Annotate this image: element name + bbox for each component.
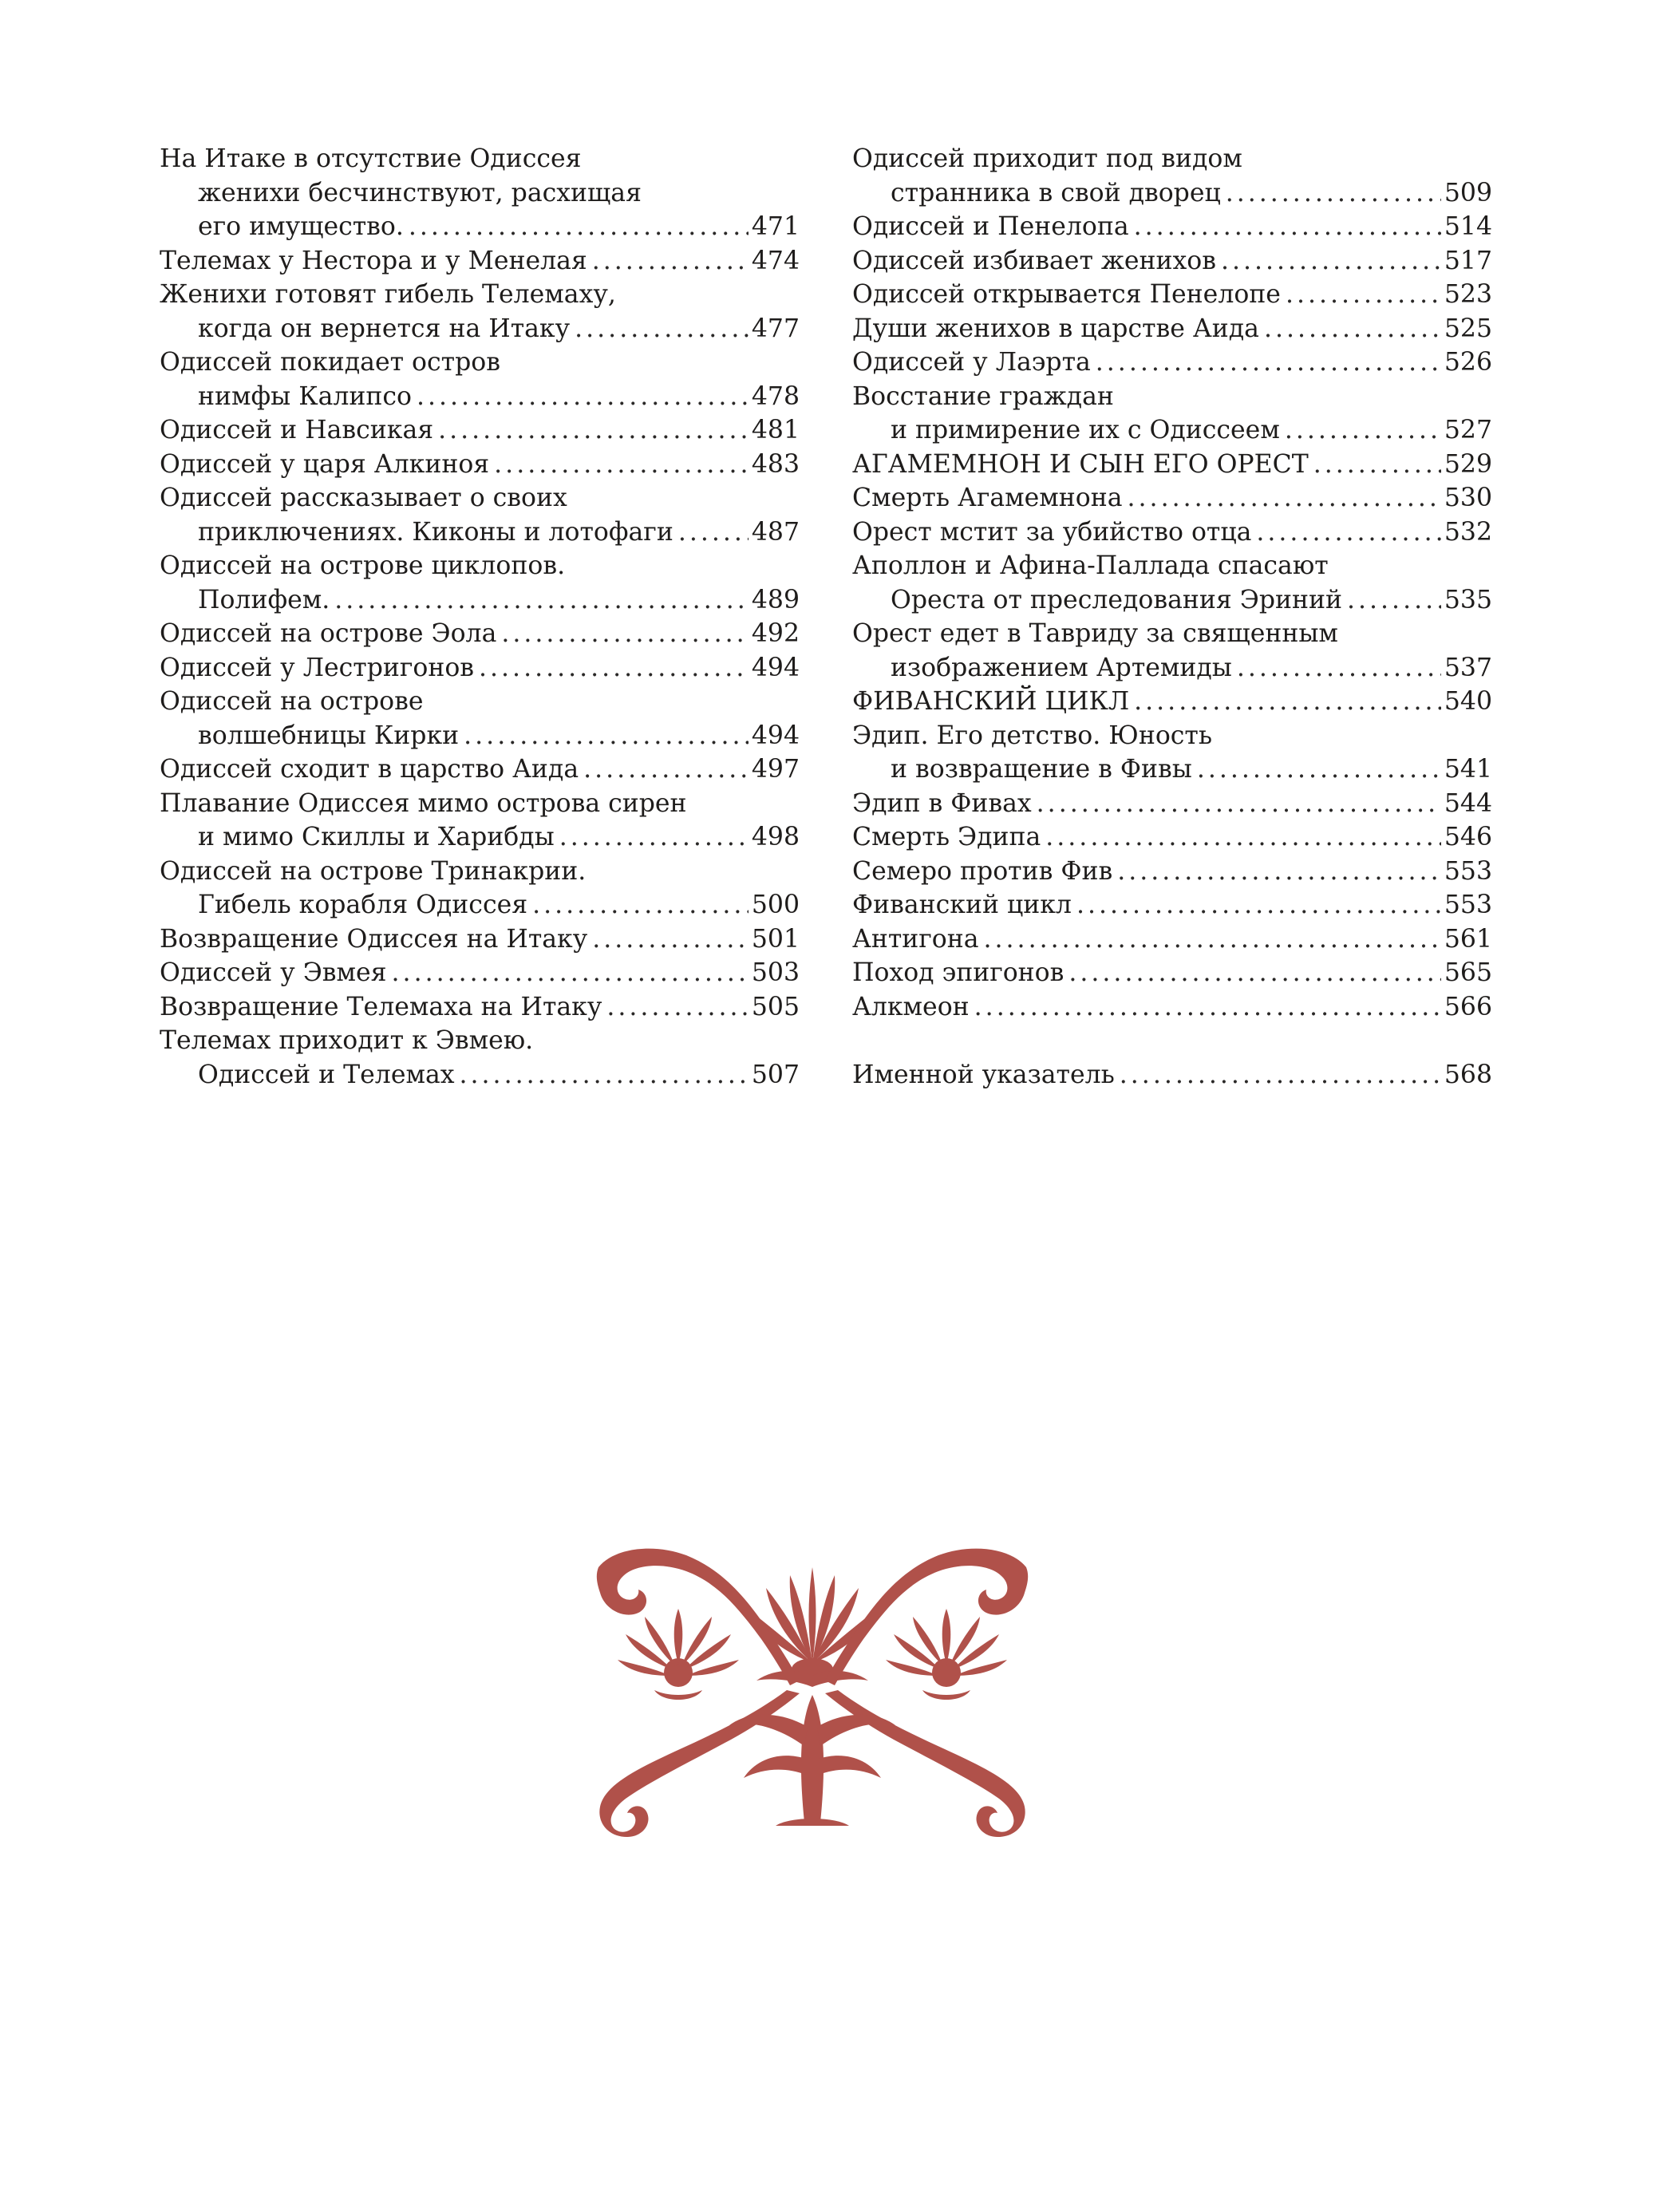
toc-entry-title: приключениях. Киконы и лотофаги xyxy=(198,517,673,547)
toc-entry-last-line xyxy=(852,481,1492,515)
toc-entry-last-line xyxy=(852,176,1492,211)
toc-entry xyxy=(852,820,1492,855)
toc-entry xyxy=(852,278,1492,312)
toc-entry-title: Одиссей и Пенелопа xyxy=(852,212,1129,241)
toc-entry-title: Фиванский цикл xyxy=(852,891,1072,919)
toc-entry-title-line: Одиссей на острове Тринакрии. xyxy=(160,856,587,886)
toc-entry-title: волшебницы Кирки xyxy=(198,721,460,750)
toc-entry-title-line: Одиссей на острове циклопов. xyxy=(160,551,566,580)
toc-page-number: 537 xyxy=(1444,653,1492,682)
toc-entry-title-line: Восстание граждан xyxy=(852,381,1114,411)
toc-entry-last-line xyxy=(852,210,1492,244)
toc-entry xyxy=(160,922,800,957)
toc-entry xyxy=(160,752,800,787)
toc-entry-title: нимфы Калипсо xyxy=(198,381,412,411)
toc-page-number: 492 xyxy=(751,619,800,648)
toc-entry xyxy=(852,617,1492,685)
toc-entry-last-line xyxy=(852,685,1492,719)
toc-entry xyxy=(852,990,1492,1025)
toc-entry-title-line: Орест едет в Тавриду за священным xyxy=(852,619,1338,648)
dot-leader xyxy=(438,413,749,448)
toc-entry xyxy=(160,855,800,922)
toc-entry-title: Одиссей открывается Пенелопе xyxy=(852,280,1281,309)
toc-entry-last-line xyxy=(160,651,800,685)
toc-entry-last-line xyxy=(852,1058,1492,1092)
toc-entry-title: и мимо Скиллы и Харибды xyxy=(198,823,555,851)
toc-entry xyxy=(852,210,1492,244)
toc-entry xyxy=(160,244,800,278)
toc-entry-title: Алкмеон xyxy=(852,992,970,1021)
toc-entry-title-line: Одиссей на острове xyxy=(160,687,424,716)
toc-entry-title: Телемах у Нестора и у Менелая xyxy=(160,246,587,275)
toc-page-number: 474 xyxy=(751,246,800,275)
toc-entry-title: Одиссей у царя Алкиноя xyxy=(160,449,490,479)
toc-page-number: 541 xyxy=(1444,755,1492,784)
toc-entry xyxy=(160,142,800,244)
toc-entry xyxy=(160,413,800,448)
dot-leader xyxy=(464,719,749,753)
toc-page-number: 553 xyxy=(1444,891,1492,919)
toc-right-column xyxy=(852,142,1492,1092)
toc-entry-title-line: Телемах приходит к Эвмею. xyxy=(160,1026,534,1055)
toc-entry xyxy=(852,719,1492,787)
toc-entry-last-line xyxy=(160,752,800,787)
toc-entry-title: Души женихов в царстве Аида xyxy=(852,314,1259,343)
toc-entry xyxy=(160,685,800,752)
toc-entry-title: Одиссей и Навсикая xyxy=(160,416,434,444)
toc-page-number: 481 xyxy=(751,416,800,444)
toc-entry xyxy=(852,549,1492,617)
toc-page-number: 527 xyxy=(1444,416,1492,444)
toc-entry xyxy=(160,549,800,617)
toc-entry-last-line xyxy=(852,312,1492,346)
toc-entry-title-line: Одиссей приходит под видом xyxy=(852,144,1242,173)
toc-entry-title: Ореста от преследования Эриний xyxy=(891,585,1342,614)
toc-entry-title: Одиссей избивает женихов xyxy=(852,246,1216,275)
toc-page-number: 507 xyxy=(751,1060,800,1089)
toc-page-number: 532 xyxy=(1444,517,1492,547)
toc-entry-last-line xyxy=(852,651,1492,685)
dot-leader xyxy=(494,448,749,482)
toc-entry xyxy=(160,617,800,651)
dot-leader xyxy=(1068,956,1441,990)
dot-leader xyxy=(606,990,749,1025)
toc-entry-title-line: Плавание Одиссея мимо острова сирен xyxy=(160,788,687,818)
dot-leader xyxy=(1045,820,1441,855)
toc-entry-title: и возвращение в Фивы xyxy=(891,755,1192,784)
dot-leader xyxy=(974,990,1441,1025)
dot-leader xyxy=(1313,448,1441,482)
toc-entry-title: Орест мстит за убийство отца xyxy=(852,517,1252,547)
toc-page-number: 471 xyxy=(751,212,800,241)
toc-entry-title: Одиссей сходит в царство Аида xyxy=(160,755,579,784)
toc-page-number: 523 xyxy=(1444,280,1492,309)
toc-entry-title: Одиссей у Лаэрта xyxy=(852,348,1091,377)
toc-entry-title-line: Эдип. Его детство. Юность xyxy=(852,721,1213,750)
toc-page-number: 503 xyxy=(751,958,800,987)
toc-page-number: 529 xyxy=(1444,449,1492,479)
toc-page-number: 565 xyxy=(1444,958,1492,987)
toc-entry-last-line xyxy=(160,1058,800,1092)
dot-leader xyxy=(460,1058,749,1092)
toc-entry-last-line xyxy=(160,990,800,1025)
toc-entry-last-line xyxy=(852,515,1492,550)
toc-entry-last-line xyxy=(160,956,800,990)
toc-entry xyxy=(852,312,1492,346)
toc-entry xyxy=(160,1024,800,1092)
toc-entry-title: Возвращение Одиссея на Итаку xyxy=(160,924,588,954)
toc-entry-title: странника в свой дворец xyxy=(891,178,1221,207)
dot-leader xyxy=(1237,651,1441,685)
toc-entry-title: Эдип в Фивах xyxy=(852,788,1032,818)
toc-entry-title: АГАМЕМНОН И СЫН ЕГО ОРЕСТ xyxy=(852,449,1309,479)
toc-entry-title-line: Женихи готовят гибель Телемаху, xyxy=(160,280,616,309)
dot-leader xyxy=(501,617,749,651)
dot-leader xyxy=(559,820,749,855)
toc-entry-title: изображением Артемиды xyxy=(891,653,1232,682)
toc-page-number: 530 xyxy=(1444,484,1492,512)
toc-page-number: 501 xyxy=(751,924,800,954)
toc-entry xyxy=(852,244,1492,278)
toc-entry-title-line: Одиссей покидает остров xyxy=(160,348,500,377)
toc-entry-title: Полифем. xyxy=(198,585,330,614)
dot-leader xyxy=(678,515,749,550)
toc-entry-last-line xyxy=(852,244,1492,278)
dot-leader xyxy=(1285,413,1441,448)
toc-entry xyxy=(852,448,1492,482)
toc-entry xyxy=(852,142,1492,210)
toc-entry-title: Смерть Эдипа xyxy=(852,823,1041,851)
dot-leader xyxy=(334,583,749,618)
toc-entry-last-line xyxy=(160,210,800,244)
toc-entry-last-line xyxy=(852,752,1492,787)
toc-entry-last-line xyxy=(852,787,1492,821)
dot-leader xyxy=(592,244,749,278)
toc-entry-title-line: На Итаке в отсутствие Одиссея xyxy=(160,144,582,173)
toc-page-number: 561 xyxy=(1444,924,1492,954)
toc-page-number: 568 xyxy=(1444,1060,1492,1089)
dot-leader xyxy=(1117,855,1441,889)
dot-leader xyxy=(1128,481,1441,515)
toc-page-number: 553 xyxy=(1444,856,1492,886)
toc-entry-title: Гибель корабля Одиссея xyxy=(198,891,528,919)
dot-leader xyxy=(592,922,749,957)
toc-entry-last-line xyxy=(160,820,800,855)
toc-page-number: 494 xyxy=(751,721,800,750)
toc-entry xyxy=(852,787,1492,821)
toc-page-number: 478 xyxy=(751,381,800,411)
dot-leader xyxy=(1096,346,1441,380)
toc-entry xyxy=(160,448,800,482)
toc-entry xyxy=(160,278,800,346)
toc-page-number: 535 xyxy=(1444,585,1492,614)
toc-entry xyxy=(852,380,1492,448)
toc-page-number: 497 xyxy=(751,755,800,784)
dot-leader xyxy=(1134,210,1441,244)
dot-leader xyxy=(409,210,749,244)
toc-entry-last-line xyxy=(160,413,800,448)
toc-page-number: 505 xyxy=(751,992,800,1021)
dot-leader xyxy=(575,312,749,346)
toc-entry-last-line xyxy=(160,380,800,414)
toc-entry xyxy=(160,990,800,1025)
toc-page-number: 498 xyxy=(751,823,800,851)
toc-page-number: 566 xyxy=(1444,992,1492,1021)
toc-page-number: 477 xyxy=(751,314,800,343)
dot-leader xyxy=(1221,244,1441,278)
toc-page-number: 546 xyxy=(1444,823,1492,851)
toc-entry-last-line xyxy=(160,719,800,753)
toc-page-number: 509 xyxy=(1444,178,1492,207)
toc-page-number: 525 xyxy=(1444,314,1492,343)
toc-entry-title: Одиссей на острове Эола xyxy=(160,619,497,648)
toc-entry xyxy=(852,922,1492,957)
toc-entry-last-line xyxy=(852,583,1492,618)
toc-entry-title: когда он вернется на Итаку xyxy=(198,314,571,343)
toc-page-number: 500 xyxy=(751,891,800,919)
toc-entry-title: Смерть Агамемнона xyxy=(852,484,1123,512)
toc-entry-last-line xyxy=(160,448,800,482)
toc-entry xyxy=(160,956,800,990)
toc-entry xyxy=(852,855,1492,889)
toc-entry-title: Одиссей у Лестригонов xyxy=(160,653,475,682)
toc-entry-title: Возвращение Телемаха на Итаку xyxy=(160,992,602,1021)
dot-leader xyxy=(1256,515,1440,550)
toc-entry-title: Поход эпигонов xyxy=(852,958,1065,987)
dot-leader xyxy=(1264,312,1441,346)
toc-page-number: 489 xyxy=(751,585,800,614)
dot-leader xyxy=(1134,685,1441,719)
greek-palmette-ornament-icon xyxy=(591,1543,1034,1839)
dot-leader xyxy=(417,380,749,414)
toc-entry xyxy=(852,515,1492,550)
dot-leader xyxy=(984,922,1441,957)
toc-entry-last-line xyxy=(160,922,800,957)
toc-entry xyxy=(160,481,800,549)
toc-entry-last-line xyxy=(852,448,1492,482)
toc-entry-title: Семеро против Фив xyxy=(852,856,1113,886)
toc-entry-last-line xyxy=(852,990,1492,1025)
toc-entry-last-line xyxy=(852,820,1492,855)
toc-entry-last-line xyxy=(852,278,1492,312)
toc-entry-last-line xyxy=(160,583,800,618)
toc-entry-last-line xyxy=(852,346,1492,380)
toc-entry-last-line xyxy=(852,855,1492,889)
toc-entry-title: Именной указатель xyxy=(852,1060,1115,1089)
toc-entry-last-line xyxy=(160,617,800,651)
toc-page-number: 544 xyxy=(1444,788,1492,818)
toc-entry-title: его имущество. xyxy=(198,212,404,241)
toc-entry xyxy=(160,346,800,413)
dot-leader xyxy=(392,956,749,990)
toc-page-number: 517 xyxy=(1444,246,1492,275)
dot-leader xyxy=(583,752,749,787)
toc-entry-last-line xyxy=(160,312,800,346)
dot-leader xyxy=(1197,752,1441,787)
toc-entry-last-line xyxy=(852,888,1492,922)
dot-leader xyxy=(479,651,749,685)
dot-leader xyxy=(1037,787,1441,821)
toc-entry-title: Одиссей у Эвмея xyxy=(160,958,387,987)
toc-entry-title-line: Одиссей рассказывает о своих xyxy=(160,484,567,512)
toc-page-number: 483 xyxy=(751,449,800,479)
toc-entry-last-line xyxy=(160,888,800,922)
toc-entry-last-line xyxy=(852,956,1492,990)
toc-page-number: 494 xyxy=(751,653,800,682)
toc-entry-title: Одиссей и Телемах xyxy=(198,1060,455,1089)
toc-entry-title: Антигона xyxy=(852,924,979,954)
toc-entry-last-line xyxy=(852,922,1492,957)
toc-entry xyxy=(160,787,800,855)
toc-entry xyxy=(852,346,1492,380)
toc-entry xyxy=(852,1058,1492,1092)
toc-page-number: 514 xyxy=(1444,212,1492,241)
dot-leader xyxy=(532,888,749,922)
dot-leader xyxy=(1120,1058,1441,1092)
toc-entry-title: и примирение их с Одиссеем xyxy=(891,416,1280,444)
toc-left-column xyxy=(160,142,800,1092)
dot-leader xyxy=(1226,176,1441,211)
toc-entry xyxy=(852,481,1492,515)
toc-page-number: 526 xyxy=(1444,348,1492,377)
toc-entry-last-line xyxy=(852,413,1492,448)
dot-leader xyxy=(1347,583,1441,618)
dot-leader xyxy=(1076,888,1441,922)
toc-entry xyxy=(160,651,800,685)
toc-entry-title-line: женихи бесчинствуют, расхищая xyxy=(198,178,642,207)
toc-page-number: 540 xyxy=(1444,687,1492,716)
toc-entry-last-line xyxy=(160,244,800,278)
toc-entry-title: ФИВАНСКИЙ ЦИКЛ xyxy=(852,687,1130,716)
toc-entry-last-line xyxy=(160,515,800,550)
toc-entry xyxy=(852,685,1492,719)
toc-entry xyxy=(852,888,1492,922)
toc-page-number: 487 xyxy=(751,517,800,547)
dot-leader xyxy=(1286,278,1441,312)
toc-entry-title-line: Аполлон и Афина-Паллада спасают xyxy=(852,551,1329,580)
toc-entry xyxy=(852,956,1492,990)
